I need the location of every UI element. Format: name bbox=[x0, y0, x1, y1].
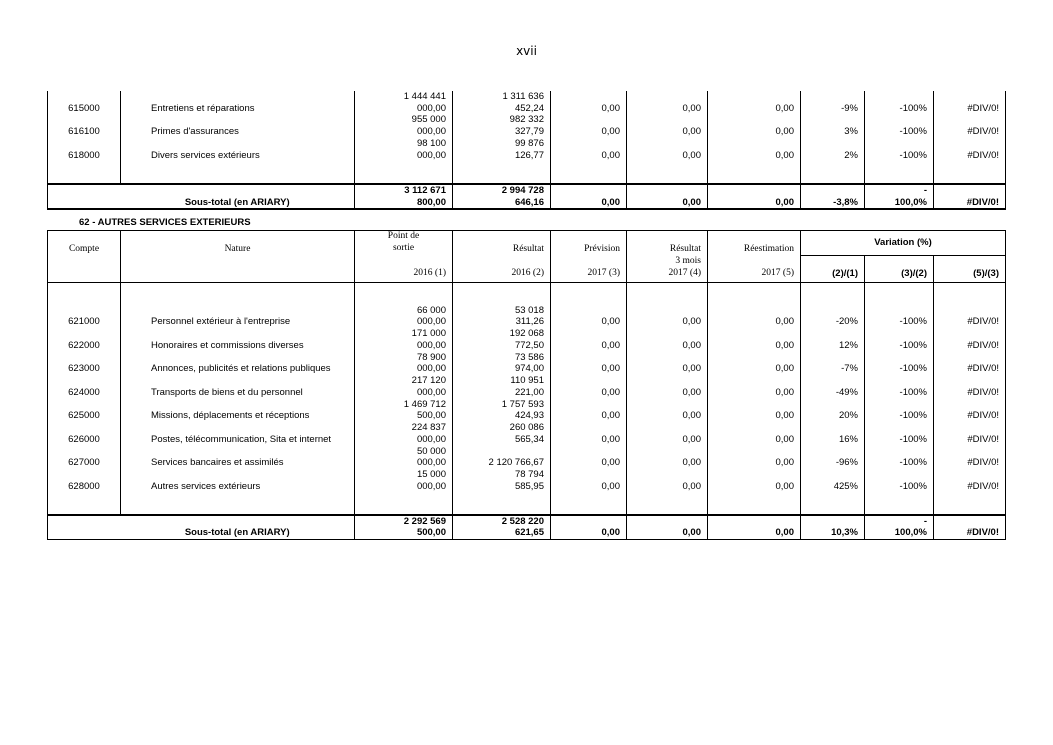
header-prev-year: 2017 (3) bbox=[551, 268, 627, 283]
cell-bot2: 327,79 bbox=[453, 126, 551, 138]
subtotal-res3: 0,00 bbox=[627, 527, 708, 539]
cell-v1: -9% bbox=[801, 103, 865, 115]
cell-v2: -100% bbox=[865, 434, 934, 446]
cell-compte: 623000 bbox=[48, 363, 121, 375]
table-row bbox=[48, 387, 1006, 399]
cell-bot2: 126,77 bbox=[453, 150, 551, 162]
table-row bbox=[48, 103, 1006, 115]
table-61-continuation bbox=[47, 91, 1006, 210]
cell-v3: #DIV/0! bbox=[934, 103, 1006, 115]
cell-v1: 3% bbox=[801, 126, 865, 138]
cell-top2: 260 086 bbox=[453, 422, 551, 434]
header-res3-year: 2017 (4) bbox=[627, 268, 708, 283]
cell-reest: 0,00 bbox=[708, 481, 801, 493]
header-compte: Compte bbox=[48, 231, 121, 256]
cell-compte: 616100 bbox=[48, 126, 121, 138]
cell-bot1: 000,00 bbox=[355, 481, 453, 493]
cell-reest: 0,00 bbox=[708, 126, 801, 138]
cell-compte: 615000 bbox=[48, 103, 121, 115]
cell-prev: 0,00 bbox=[551, 481, 627, 493]
subtotal-v2: 100,0% bbox=[865, 527, 934, 539]
cell-reest: 0,00 bbox=[708, 387, 801, 399]
cell-v2: -100% bbox=[865, 410, 934, 422]
subtotal-label: Sous-total (en ARIARY) bbox=[121, 527, 355, 539]
cell-nature: Entretiens et réparations bbox=[121, 103, 355, 115]
subtotal-row bbox=[48, 527, 1006, 539]
cell-top1: 171 000 bbox=[355, 328, 453, 340]
cell-bot1: 000,00 bbox=[355, 363, 453, 375]
subtotal-row bbox=[48, 197, 1006, 210]
cell-top1: 955 000 bbox=[355, 114, 453, 126]
cell-res3: 0,00 bbox=[627, 126, 708, 138]
cell-res3: 0,00 bbox=[627, 150, 708, 162]
page-number: xvii bbox=[516, 44, 537, 58]
subtotal-bot1: 800,00 bbox=[355, 197, 453, 210]
cell-top2: 982 332 bbox=[453, 114, 551, 126]
cell-v2: -100% bbox=[865, 150, 934, 162]
cell-v2: -100% bbox=[865, 387, 934, 399]
cell-bot2: 974,00 bbox=[453, 363, 551, 375]
cell-bot1: 000,00 bbox=[355, 150, 453, 162]
header-reest-year: 2017 (5) bbox=[708, 268, 801, 283]
cell-bot2: 311,26 bbox=[453, 316, 551, 328]
cell-top2: 78 794 bbox=[453, 469, 551, 481]
cell-v1: 425% bbox=[801, 481, 865, 493]
cell-v3: #DIV/0! bbox=[934, 457, 1006, 469]
cell-res3: 0,00 bbox=[627, 434, 708, 446]
cell-top2: 53 018 bbox=[453, 305, 551, 317]
cell-nature: Transports de biens et du personnel bbox=[121, 387, 355, 399]
cell-nature: Missions, déplacements et réceptions bbox=[121, 410, 355, 422]
header-v2: (3)/(2) bbox=[865, 268, 934, 283]
cell-reest: 0,00 bbox=[708, 150, 801, 162]
subtotal-reest: 0,00 bbox=[708, 527, 801, 539]
cell-reest: 0,00 bbox=[708, 410, 801, 422]
cell-bot2: 452,24 bbox=[453, 103, 551, 115]
cell-top2: 99 876 bbox=[453, 138, 551, 150]
cell-bot2: 424,93 bbox=[453, 410, 551, 422]
cell-top1: 50 000 bbox=[355, 446, 453, 458]
cell-top1: 66 000 bbox=[355, 305, 453, 317]
cell-bot1: 000,00 bbox=[355, 340, 453, 352]
cell-v1: -96% bbox=[801, 457, 865, 469]
cell-nature: Primes d'assurances bbox=[121, 126, 355, 138]
subtotal-bot2: 646,16 bbox=[453, 197, 551, 210]
cell-v3: #DIV/0! bbox=[934, 387, 1006, 399]
cell-reest: 0,00 bbox=[708, 340, 801, 352]
cell-res3: 0,00 bbox=[627, 481, 708, 493]
cell-bot1: 000,00 bbox=[355, 126, 453, 138]
table-header bbox=[48, 231, 1006, 256]
section-title: 62 - AUTRES SERVICES EXTERIEURS bbox=[79, 217, 251, 228]
cell-bot1: 000,00 bbox=[355, 103, 453, 115]
cell-bot1: 000,00 bbox=[355, 434, 453, 446]
cell-bot2: 2 120 766,67 bbox=[453, 457, 551, 469]
subtotal-bot1: 500,00 bbox=[355, 527, 453, 539]
cell-compte: 626000 bbox=[48, 434, 121, 446]
cell-top2: 73 586 bbox=[453, 352, 551, 364]
subtotal-top2: 2 994 728 bbox=[453, 184, 551, 197]
cell-res3: 0,00 bbox=[627, 410, 708, 422]
cell-v2: -100% bbox=[865, 126, 934, 138]
cell-top2: 192 068 bbox=[453, 328, 551, 340]
header-resultat-3mois: Résultat bbox=[627, 231, 708, 256]
cell-compte: 627000 bbox=[48, 457, 121, 469]
cell-v1: 2% bbox=[801, 150, 865, 162]
cell-v1: -7% bbox=[801, 363, 865, 375]
cell-prev: 0,00 bbox=[551, 126, 627, 138]
header-ps-year: 2016 (1) bbox=[355, 268, 453, 283]
cell-v3: #DIV/0! bbox=[934, 363, 1006, 375]
cell-v3: #DIV/0! bbox=[934, 410, 1006, 422]
cell-nature: Services bancaires et assimilés bbox=[121, 457, 355, 469]
cell-v2: -100% bbox=[865, 103, 934, 115]
subtotal-v1: 10,3% bbox=[801, 527, 865, 539]
cell-top1: 15 000 bbox=[355, 469, 453, 481]
cell-top1: 224 837 bbox=[355, 422, 453, 434]
cell-res3: 0,00 bbox=[627, 103, 708, 115]
header-ps-line2: sortie bbox=[392, 242, 415, 253]
table-row bbox=[48, 316, 1006, 328]
cell-bot2: 565,34 bbox=[453, 434, 551, 446]
cell-v2: -100% bbox=[865, 363, 934, 375]
subtotal-v3: #DIV/0! bbox=[934, 527, 1006, 539]
cell-v2: -100% bbox=[865, 481, 934, 493]
cell-prev: 0,00 bbox=[551, 150, 627, 162]
subtotal-v2: 100,0% bbox=[865, 197, 934, 210]
cell-compte: 624000 bbox=[48, 387, 121, 399]
cell-reest: 0,00 bbox=[708, 103, 801, 115]
subtotal-v2-dash: - bbox=[865, 515, 934, 528]
header-prevision: Prévision bbox=[551, 231, 627, 256]
cell-v3: #DIV/0! bbox=[934, 316, 1006, 328]
subtotal-v2-dash: - bbox=[865, 184, 934, 197]
cell-bot2: 585,95 bbox=[453, 481, 551, 493]
cell-reest: 0,00 bbox=[708, 457, 801, 469]
cell-reest: 0,00 bbox=[708, 316, 801, 328]
cell-prev: 0,00 bbox=[551, 363, 627, 375]
cell-v1: 12% bbox=[801, 340, 865, 352]
cell-compte: 621000 bbox=[48, 316, 121, 328]
cell-bot2: 221,00 bbox=[453, 387, 551, 399]
cell-prev: 0,00 bbox=[551, 457, 627, 469]
cell-top2: 1 311 636 bbox=[453, 91, 551, 103]
cell-nature: Postes, télécommunication, Sita et internet bbox=[121, 434, 355, 446]
cell-top1: 1 444 441 bbox=[355, 91, 453, 103]
cell-compte: 618000 bbox=[48, 150, 121, 162]
cell-v2: -100% bbox=[865, 340, 934, 352]
header-point-de-sortie bbox=[355, 231, 453, 256]
subtotal-bot2: 621,65 bbox=[453, 527, 551, 539]
cell-v3: #DIV/0! bbox=[934, 126, 1006, 138]
subtotal-res3: 0,00 bbox=[627, 197, 708, 210]
table-row bbox=[48, 150, 1006, 162]
table-row bbox=[48, 410, 1006, 422]
cell-top1: 1 469 712 bbox=[355, 399, 453, 411]
subtotal-prev: 0,00 bbox=[551, 197, 627, 210]
subtotal-v1: -3,8% bbox=[801, 197, 865, 210]
cell-bot1: 000,00 bbox=[355, 316, 453, 328]
cell-res3: 0,00 bbox=[627, 340, 708, 352]
cell-v3: #DIV/0! bbox=[934, 150, 1006, 162]
cell-v3: #DIV/0! bbox=[934, 481, 1006, 493]
cell-res3: 0,00 bbox=[627, 457, 708, 469]
cell-prev: 0,00 bbox=[551, 340, 627, 352]
header-res3-line2: 3 mois bbox=[627, 256, 708, 268]
cell-nature: Autres services extérieurs bbox=[121, 481, 355, 493]
header-nature: Nature bbox=[121, 231, 355, 256]
cell-top2 bbox=[453, 446, 551, 458]
cell-compte: 628000 bbox=[48, 481, 121, 493]
table-row bbox=[48, 340, 1006, 352]
header-resultat: Résultat bbox=[453, 231, 551, 256]
cell-prev: 0,00 bbox=[551, 103, 627, 115]
cell-prev: 0,00 bbox=[551, 410, 627, 422]
cell-v1: 20% bbox=[801, 410, 865, 422]
cell-v3: #DIV/0! bbox=[934, 434, 1006, 446]
cell-res3: 0,00 bbox=[627, 387, 708, 399]
header-ps-line1: Point de bbox=[387, 231, 420, 241]
table-row bbox=[48, 363, 1006, 375]
cell-prev: 0,00 bbox=[551, 387, 627, 399]
table-row bbox=[48, 457, 1006, 469]
cell-nature: Honoraires et commissions diverses bbox=[121, 340, 355, 352]
cell-top1: 78 900 bbox=[355, 352, 453, 364]
cell-prev: 0,00 bbox=[551, 316, 627, 328]
subtotal-prev: 0,00 bbox=[551, 527, 627, 539]
header-v1: (2)/(1) bbox=[801, 268, 865, 283]
cell-nature: Divers services extérieurs bbox=[121, 150, 355, 162]
subtotal-v3: #DIV/0! bbox=[934, 197, 1006, 210]
cell-v1: 16% bbox=[801, 434, 865, 446]
cell-bot1: 000,00 bbox=[355, 387, 453, 399]
table-62 bbox=[47, 230, 1006, 540]
header-res-year: 2016 (2) bbox=[453, 268, 551, 283]
subtotal-label: Sous-total (en ARIARY) bbox=[121, 197, 355, 210]
cell-res3: 0,00 bbox=[627, 363, 708, 375]
subtotal-top1: 3 112 671 bbox=[355, 184, 453, 197]
cell-compte: 625000 bbox=[48, 410, 121, 422]
cell-v1: -49% bbox=[801, 387, 865, 399]
cell-reest: 0,00 bbox=[708, 363, 801, 375]
cell-nature: Personnel extérieur à l'entreprise bbox=[121, 316, 355, 328]
table-row bbox=[48, 126, 1006, 138]
header-v3: (5)/(3) bbox=[934, 268, 1006, 283]
cell-compte: 622000 bbox=[48, 340, 121, 352]
cell-top2: 1 757 593 bbox=[453, 399, 551, 411]
cell-bot2: 772,50 bbox=[453, 340, 551, 352]
table-row bbox=[48, 481, 1006, 493]
cell-top2: 110 951 bbox=[453, 375, 551, 387]
subtotal-reest: 0,00 bbox=[708, 197, 801, 210]
header-variation: Variation (%) bbox=[801, 231, 1006, 256]
cell-top1: 98 100 bbox=[355, 138, 453, 150]
cell-nature: Annonces, publicités et relations publiques bbox=[121, 363, 355, 375]
cell-v1: -20% bbox=[801, 316, 865, 328]
cell-res3: 0,00 bbox=[627, 316, 708, 328]
cell-bot1: 000,00 bbox=[355, 457, 453, 469]
cell-v2: -100% bbox=[865, 457, 934, 469]
cell-reest: 0,00 bbox=[708, 434, 801, 446]
cell-v3: #DIV/0! bbox=[934, 340, 1006, 352]
cell-prev: 0,00 bbox=[551, 434, 627, 446]
header-reestimation: Réestimation bbox=[708, 231, 801, 256]
subtotal-top1: 2 292 569 bbox=[355, 515, 453, 528]
table-row bbox=[48, 434, 1006, 446]
subtotal-top2: 2 528 220 bbox=[453, 515, 551, 528]
cell-top1: 217 120 bbox=[355, 375, 453, 387]
cell-bot1: 500,00 bbox=[355, 410, 453, 422]
cell-v2: -100% bbox=[865, 316, 934, 328]
